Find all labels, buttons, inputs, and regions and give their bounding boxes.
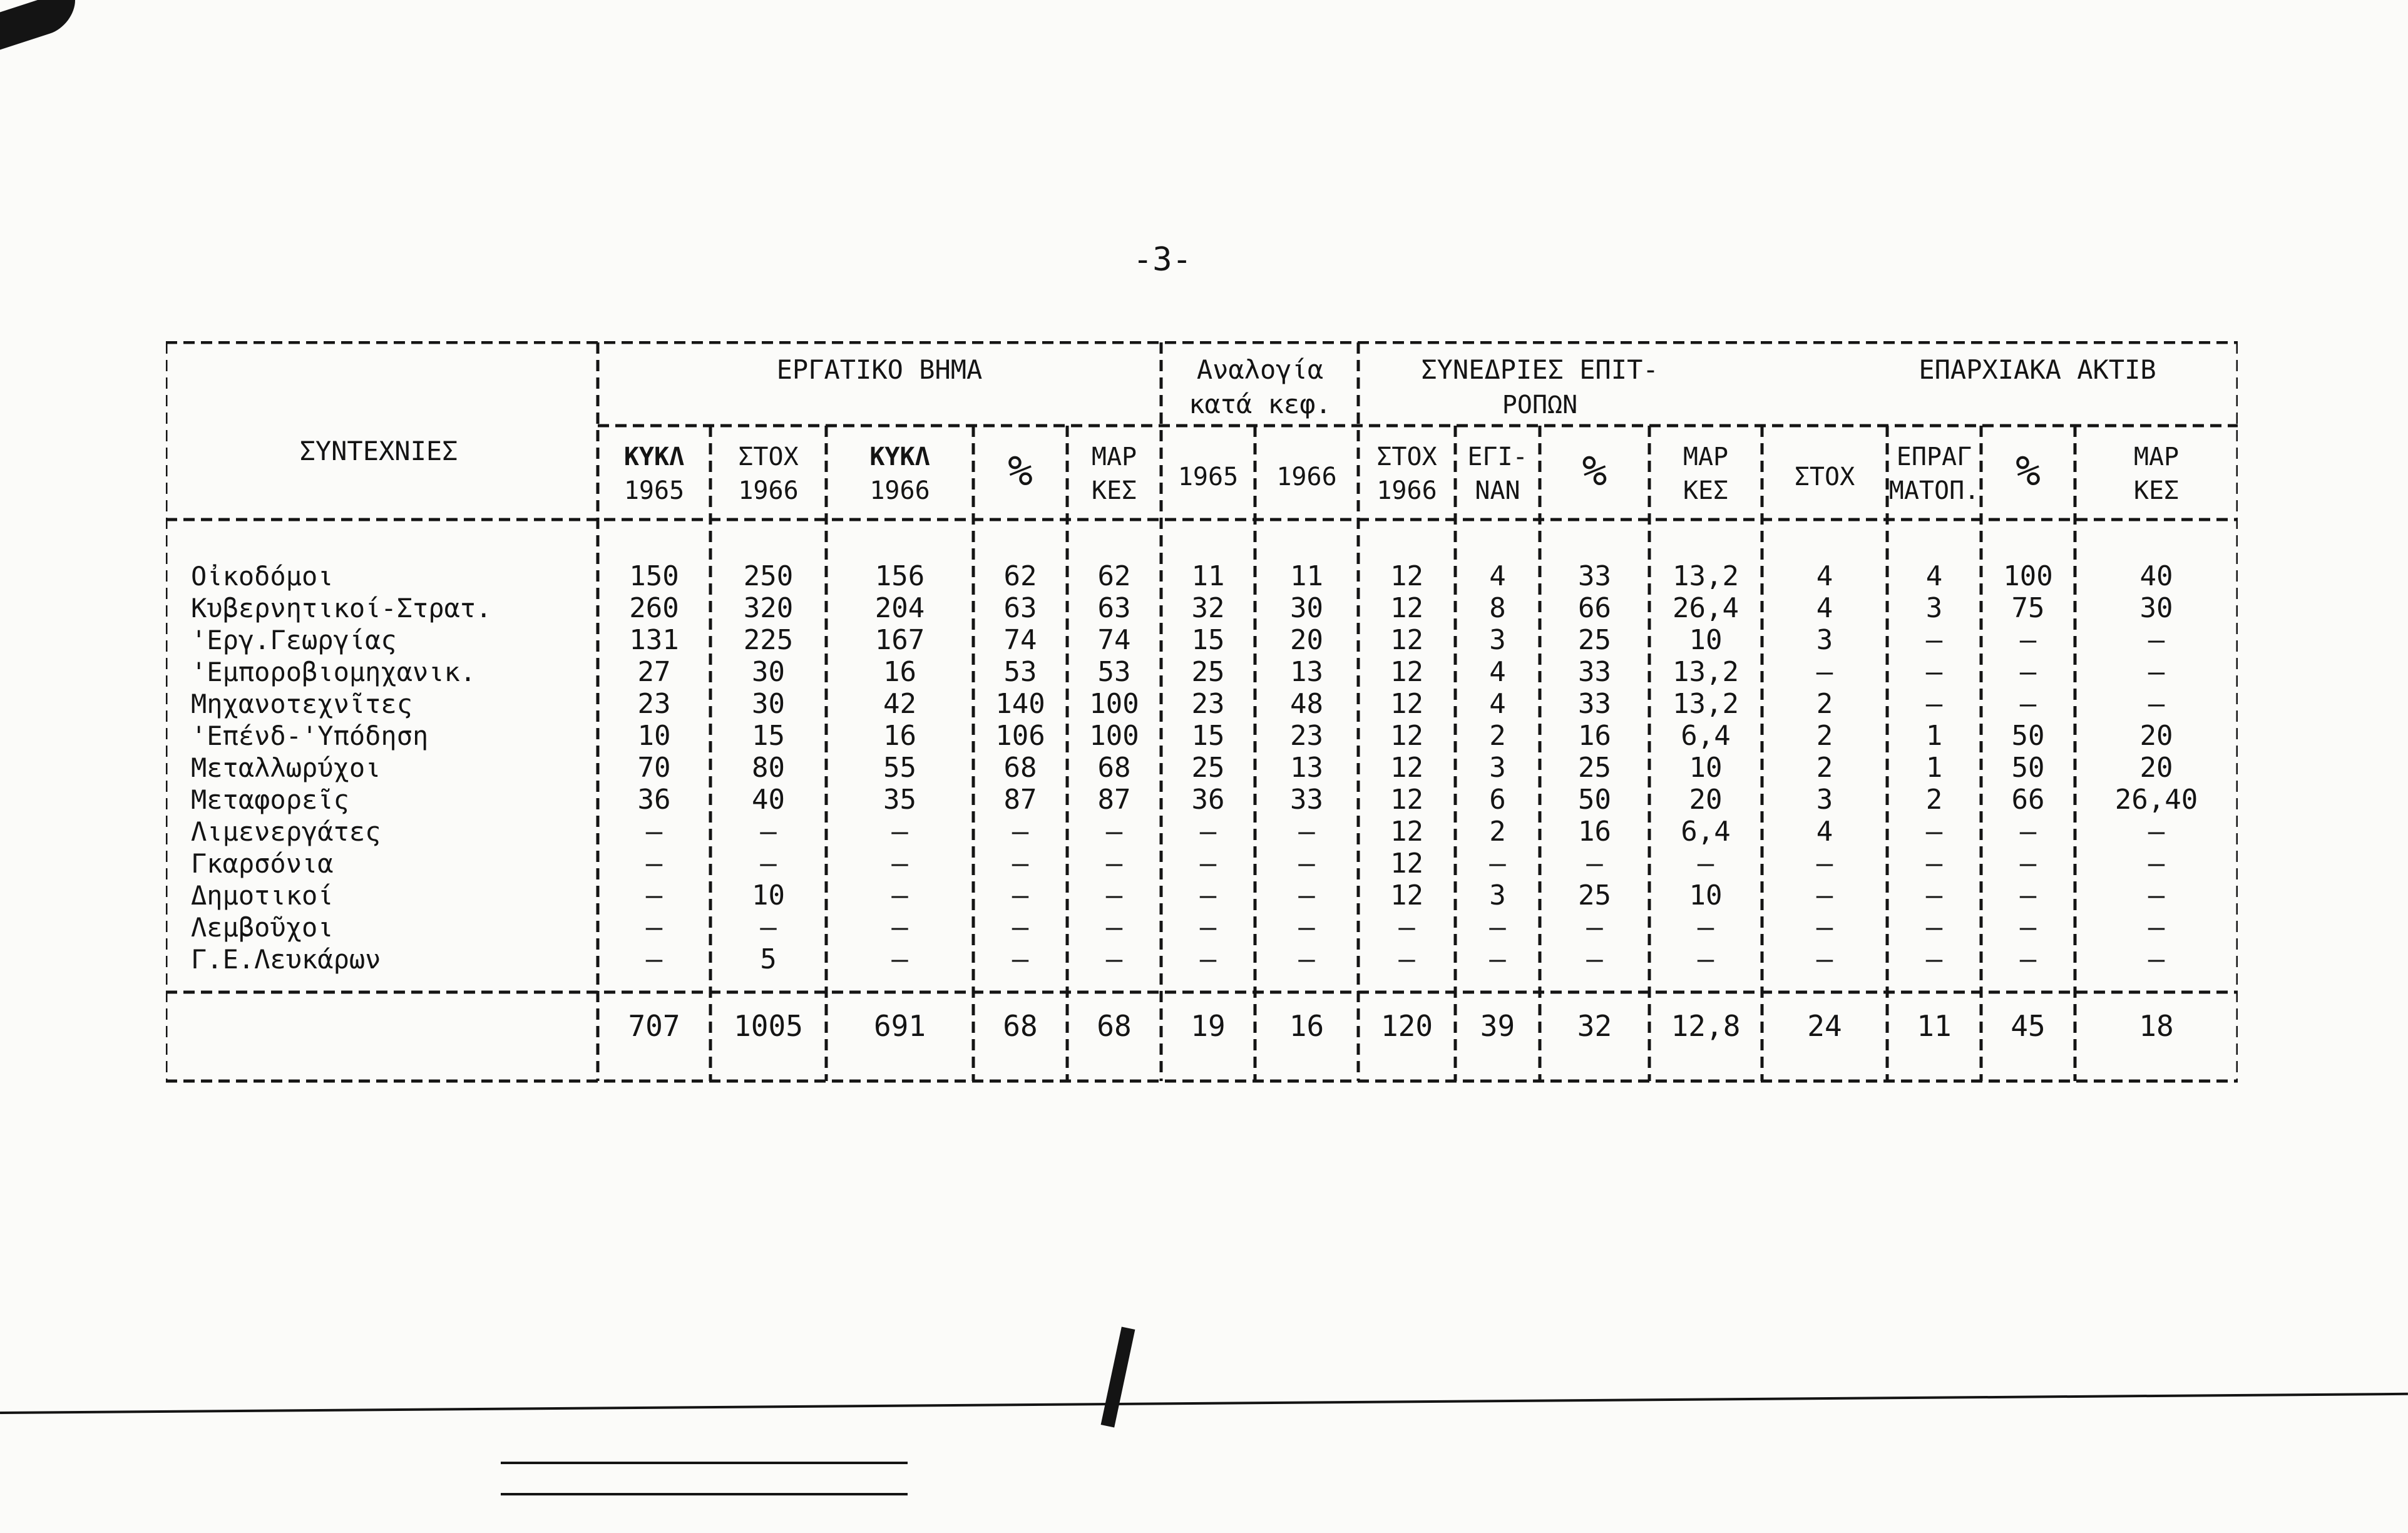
table-cell: 3 [1816,784,1833,816]
table-cell: 10 [1689,624,1723,656]
report-table [166,341,2238,1086]
table-cell: – [1105,816,1123,848]
table-cell: 25 [1578,624,1611,656]
table-cell: 13 [1290,656,1323,688]
table-cell: 40 [2139,560,2173,592]
table-cell: – [645,879,663,911]
table-cell: 33 [1578,560,1611,592]
table-cell: – [1586,911,1603,943]
table-cell: 62 [1097,560,1131,592]
total-cell: 12,8 [1671,1009,1741,1043]
table-cell: – [1925,879,1943,911]
table-cell: – [1398,943,1415,975]
row-label: Γ.Ε.Λευκάρων [191,944,381,975]
table-cell: – [2019,943,2037,975]
table-cell: – [1489,848,1506,879]
table-cell: 87 [1097,784,1131,816]
table-cell: – [1398,911,1415,943]
table-cell: – [1816,656,1833,688]
table-cell: – [1816,911,1833,943]
table-cell: 250 [743,560,794,592]
table-cell: 15 [1191,720,1225,752]
table-cell: – [1012,911,1029,943]
column-header-sub: ΚΕΣ [1683,476,1729,505]
table-cell: 100 [1089,688,1139,720]
table-cell: 13,2 [1673,560,1739,592]
column-header: % [1582,447,1607,495]
table-cell: 2 [1816,688,1833,720]
table-cell: – [1298,943,1315,975]
table-cell: 25 [1191,656,1225,688]
scan-stroke [1101,1326,1135,1427]
table-cell: 13 [1290,752,1323,784]
table-cell: 4 [1489,656,1506,688]
table-cell: – [1697,848,1714,879]
column-header: % [2016,447,2041,495]
table-cell: 106 [995,720,1045,752]
table-cell: 32 [1191,592,1225,624]
table-cell: 2 [1925,784,1943,816]
table-cell: 53 [1097,656,1131,688]
table-cell: 10 [1689,752,1723,784]
table-cell: – [760,911,777,943]
table-cell: 25 [1191,752,1225,784]
row-label: Λιμενεργάτες [191,816,381,847]
table-cell: 35 [883,784,916,816]
table-cell: 4 [1925,560,1943,592]
table-cell: 12 [1390,816,1423,848]
table-cell: 204 [874,592,925,624]
table-cell: 30 [2139,592,2173,624]
column-header-sub: 1966 [869,476,930,505]
table-cell: – [1925,624,1943,656]
table-cell: 13,2 [1673,656,1739,688]
table-cell: 6,4 [1681,816,1731,848]
table-cell: 53 [1003,656,1037,688]
table-cell: – [1105,911,1123,943]
table-cell: – [2019,911,2037,943]
table-cell: – [2148,879,2165,911]
table-cell: 75 [2011,592,2045,624]
group-header-committees: ΣΥΝΕΔΡΙΕΣ ΕΠΙΤ- [1421,354,1659,385]
table-cell: 2 [1489,720,1506,752]
table-cell: 16 [883,720,916,752]
table-cell: – [2019,688,2037,720]
table-cell: 30 [1290,592,1323,624]
scan-dash [501,1493,908,1495]
table-cell: 50 [2011,720,2045,752]
table-cell: – [1199,879,1217,911]
table-cell: – [891,816,908,848]
table-cell: – [2148,816,2165,848]
table-cell: – [1489,943,1506,975]
table-cell: 63 [1097,592,1131,624]
table-cell: – [1298,816,1315,848]
table-cell: 16 [1578,720,1611,752]
table-cell: – [1199,848,1217,879]
table-cell: 16 [1578,816,1611,848]
table-cell: 23 [637,688,671,720]
row-label: Μεταφορεῖς [191,784,349,815]
table-cell: 12 [1390,656,1423,688]
table-cell: – [1105,848,1123,879]
table-cell: 1 [1925,752,1943,784]
table-cell: 23 [1290,720,1323,752]
table-cell: 12 [1390,560,1423,592]
table-cell: – [2148,848,2165,879]
column-header: % [1008,447,1033,495]
table-cell: 1 [1925,720,1943,752]
table-cell: 50 [1578,784,1611,816]
table-cell: – [2148,911,2165,943]
table-cell: – [1697,911,1714,943]
table-cell: – [1489,911,1506,943]
table-cell: 140 [995,688,1045,720]
total-cell: 691 [873,1009,926,1043]
table-cell: 2 [1489,816,1506,848]
table-cell: 50 [2011,752,2045,784]
table-cell: – [645,848,663,879]
column-header-sub: ΚΕΣ [2133,476,2180,505]
total-cell: 32 [1577,1009,1612,1043]
table-cell: 33 [1578,688,1611,720]
table-cell: 74 [1097,624,1131,656]
table-cell: 55 [883,752,916,784]
column-header: ΣΤΟΧ [738,443,799,471]
table-cell: – [891,848,908,879]
total-cell: 1005 [734,1009,803,1043]
table-cell: – [1816,879,1833,911]
row-label: Οἰκοδόμοι [191,561,334,592]
table-cell: – [1586,943,1603,975]
total-cell: 707 [628,1009,680,1043]
table-cell: 2 [1816,752,1833,784]
column-header-sub: 1965 [623,476,685,505]
table-cell: 260 [629,592,679,624]
table-cell: – [891,911,908,943]
total-cell: 24 [1807,1009,1842,1043]
table-cell: 42 [883,688,916,720]
table-cell: – [891,879,908,911]
scan-line [0,1393,2408,1414]
table-cell: 12 [1390,592,1423,624]
table-cell: 5 [760,943,777,975]
total-cell: 68 [1003,1009,1038,1043]
table-cell: 156 [874,560,925,592]
table-cell: 63 [1003,592,1037,624]
table-cell: – [1105,879,1123,911]
table-cell: 4 [1816,592,1833,624]
total-cell: 16 [1289,1009,1324,1043]
table-cell: 23 [1191,688,1225,720]
table-cell: – [891,943,908,975]
table-cell: – [1012,879,1029,911]
total-cell: 18 [2139,1009,2174,1043]
table-cell: – [645,816,663,848]
column-header: 1966 [1276,463,1337,491]
column-header-sub: 1966 [1376,476,1437,505]
table-cell: 4 [1489,688,1506,720]
column-header: ΜΑΡ [2133,443,2180,471]
table-cell: 11 [1290,560,1323,592]
table-cell: – [645,911,663,943]
row-label: Λεμβοῦχοι [191,912,334,943]
group-header-ratio-sub: κατά κεφ. [1189,389,1331,419]
table-cell: – [760,816,777,848]
row-label: 'Επένδ-'Υπόδηση [191,720,429,751]
table-cell: – [1816,943,1833,975]
table-cell: – [2019,879,2037,911]
table-cell: 16 [883,656,916,688]
table-cell: 100 [1089,720,1139,752]
table-cell: 25 [1578,879,1611,911]
table-cell: 10 [752,879,785,911]
column-header-sub: 1966 [738,476,799,505]
column-header: ΕΠΡΑΓ [1896,443,1972,471]
table-cell: 27 [637,656,671,688]
table-cell: 2 [1816,720,1833,752]
table-cell: 4 [1816,816,1833,848]
table-cell: 11 [1191,560,1225,592]
table-cell: 30 [752,688,785,720]
table-cell: – [2019,816,2037,848]
table-cell: – [1925,656,1943,688]
table-cell: 15 [1191,624,1225,656]
table-cell: – [1925,848,1943,879]
table-cell: 4 [1489,560,1506,592]
table-cell: 48 [1290,688,1323,720]
column-header: ΜΑΡ [1683,443,1729,471]
row-label: Μεταλλωρύχοι [191,752,381,783]
table-cell: – [1298,911,1315,943]
table-cell: 3 [1489,752,1506,784]
table-cell: 20 [1689,784,1723,816]
table-cell: 36 [1191,784,1225,816]
table-cell: 6 [1489,784,1506,816]
table-cell: 320 [743,592,794,624]
table-cell: – [1012,943,1029,975]
table-cell: – [1199,943,1217,975]
table-cell: 12 [1390,784,1423,816]
table-cell: 12 [1390,879,1423,911]
table-cell: 6,4 [1681,720,1731,752]
table-cell: 12 [1390,848,1423,879]
table-cell: 3 [1816,624,1833,656]
table-cell: 20 [2139,752,2173,784]
row-label: 'Εργ.Γεωργίας [191,625,397,655]
table-cell: 20 [2139,720,2173,752]
table-cell: 12 [1390,624,1423,656]
table-cell: – [1199,911,1217,943]
table-cell: – [645,943,663,975]
table-cell: 4 [1816,560,1833,592]
table-cell: 13,2 [1673,688,1739,720]
table-cell: 62 [1003,560,1037,592]
table-cell: 3 [1489,624,1506,656]
table-cells [191,354,2198,1043]
column-header: ΚΥΚΛ [623,443,685,471]
column-header: ΚΥΚΛ [869,443,930,471]
table-cell: 33 [1578,656,1611,688]
table-cell: – [2019,656,2037,688]
table-cell: 25 [1578,752,1611,784]
table-cell: 20 [1290,624,1323,656]
group-header-ratio: Αναλογία [1196,354,1324,385]
table-cell: 74 [1003,624,1037,656]
table-cell: 30 [752,656,785,688]
column-header-sub: ΝΑΝ [1475,476,1520,505]
table-cell: 68 [1003,752,1037,784]
table-cell: – [1298,848,1315,879]
table-cell: 100 [2003,560,2053,592]
table-cell: 66 [2011,784,2045,816]
total-cell: 120 [1380,1009,1433,1043]
table-cell: – [2148,688,2165,720]
table-cell: 167 [874,624,925,656]
total-cell: 45 [2011,1009,2046,1043]
total-cell: 68 [1097,1009,1132,1043]
table-cell: – [2019,848,2037,879]
group-header-worker-tribune: ΕΡΓΑΤΙΚΟ ΒΗΜΑ [776,354,983,385]
scan-dash [501,1462,908,1464]
table-cell: – [2148,943,2165,975]
table-cell: – [1816,848,1833,879]
table-cell: – [1199,816,1217,848]
table-cell: – [760,848,777,879]
row-label: Μηχανοτεχνῖτες [191,689,413,719]
table-cell: 68 [1097,752,1131,784]
table-cell: 80 [752,752,785,784]
table-cell: 12 [1390,752,1423,784]
total-cell: 39 [1480,1009,1515,1043]
table-cell: – [1925,688,1943,720]
table-cell: – [1925,816,1943,848]
column-header: ΕΓΙ- [1467,443,1528,471]
column-header-sub: ΜΑΤΟΠ. [1888,476,1980,505]
table-cell: 3 [1925,592,1943,624]
table-cell: – [1925,943,1943,975]
table-cell: 3 [1489,879,1506,911]
page-number: -3- [1133,241,1192,279]
table-cell: 26,4 [1673,592,1739,624]
table-cell: 8 [1489,592,1506,624]
group-header-district: ΕΠΑΡΧΙΑΚΑ ΑΚΤΙΒ [1919,354,2156,385]
table-cell: – [1012,816,1029,848]
table-cell: – [1925,911,1943,943]
table-cell: 12 [1390,688,1423,720]
row-label: Γκαρσόνια [191,848,334,879]
row-label: Δημοτικοί [191,880,334,911]
table-cell: 15 [752,720,785,752]
group-header-committees-sub: ΡΟΠΩΝ [1502,391,1578,419]
table-cell: – [2019,624,2037,656]
column-header: ΜΑΡ [1091,443,1137,471]
row-label: Κυβερνητικοί-Στρατ. [191,593,492,623]
column-header-sub: ΚΕΣ [1091,476,1137,505]
table-cell: 131 [629,624,679,656]
table-cell: 87 [1003,784,1037,816]
table-cell: 36 [637,784,671,816]
column-header: ΣΤΟΧ [1376,443,1437,471]
table-cell: 66 [1578,592,1611,624]
table-cell: 12 [1390,720,1423,752]
total-cell: 11 [1917,1009,1952,1043]
table-cell: 150 [629,560,679,592]
table-cell: – [1586,848,1603,879]
column-header-unions: ΣΥΝΤΕΧΝΙΕΣ [299,436,458,466]
table-cell: 10 [1689,879,1723,911]
table-cell: 225 [743,624,794,656]
table-cell: 33 [1290,784,1323,816]
table-cell: 26,40 [2114,784,2198,816]
column-header: ΣΤΟΧ [1794,463,1855,491]
table-cell: – [2148,656,2165,688]
table-cell: 70 [637,752,671,784]
table-cell: – [1697,943,1714,975]
table-cell: – [2148,624,2165,656]
table-cell: 40 [752,784,785,816]
row-label: 'Εμποροβιομηχανικ. [191,657,476,687]
scan-blot [0,0,75,49]
table-cell: – [1105,943,1123,975]
total-cell: 19 [1191,1009,1226,1043]
table-cell: – [1298,879,1315,911]
table-cell: 10 [637,720,671,752]
column-header: 1965 [1177,463,1239,491]
table-cell: – [1012,848,1029,879]
